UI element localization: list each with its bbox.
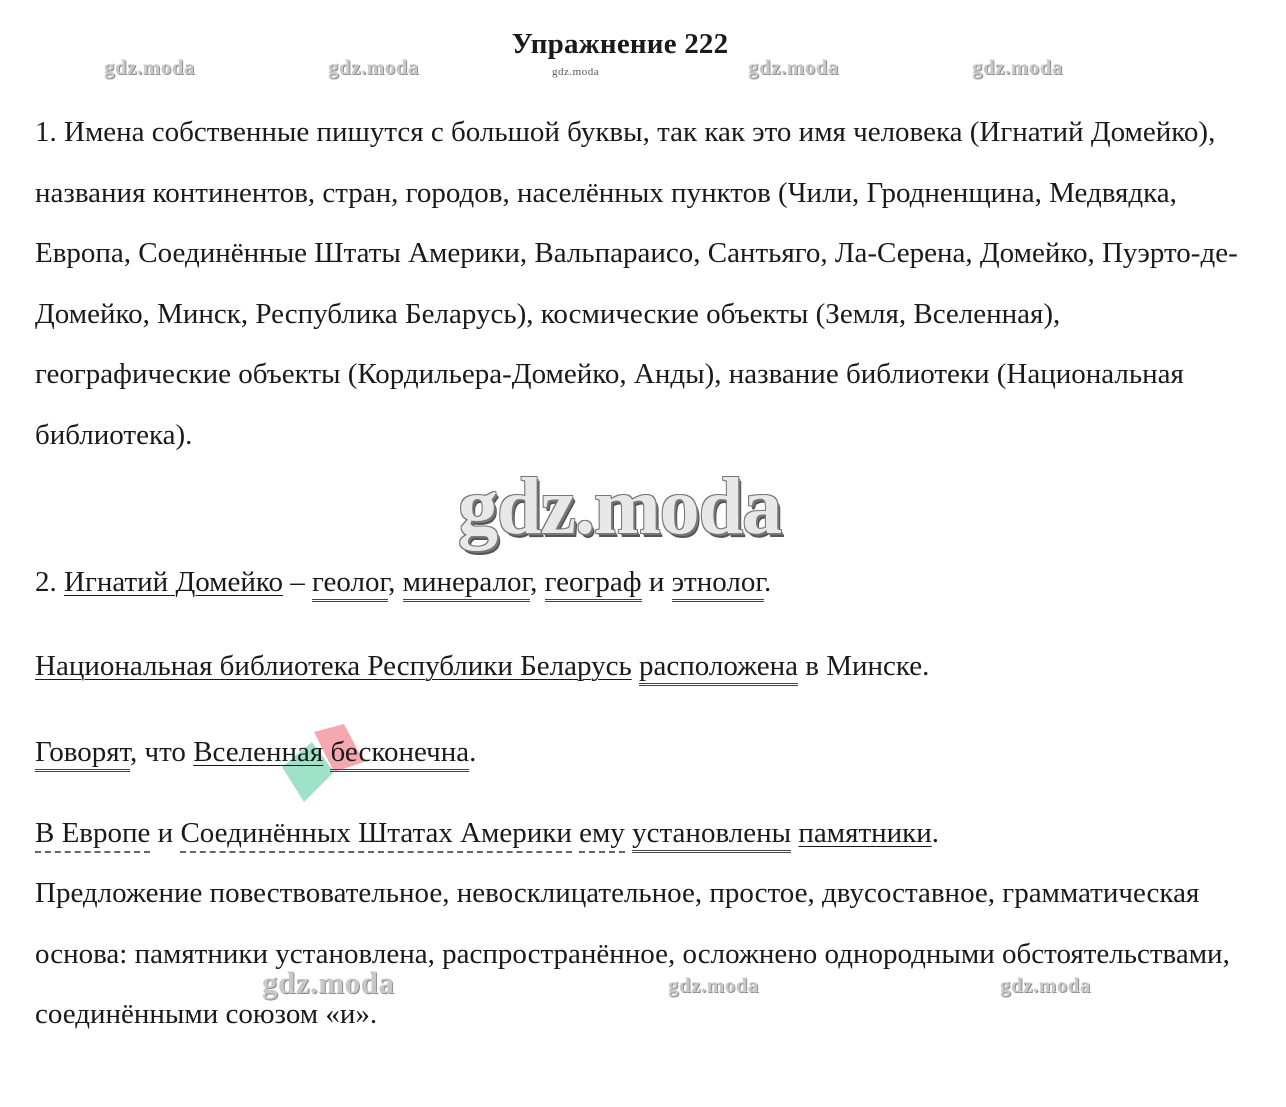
adverbial: В Европе: [35, 817, 150, 853]
sentence-library: [35, 636, 1255, 697]
text-fragment: .: [763, 566, 772, 598]
sentence-number: 2.: [35, 566, 64, 598]
object: ему: [579, 817, 625, 853]
predicate: этнолог: [672, 566, 764, 602]
watermark-large: gdz.moda: [458, 463, 782, 551]
adverbial: Соединённых Штатах Америки: [180, 817, 571, 853]
predicate: географ: [545, 566, 642, 602]
watermark: gdz.moda: [668, 973, 759, 997]
paragraph-proper-nouns: 1. Имена собственные пишутся с большой буквы, так как это имя человека (Игнатий Домейко), названия континентов, стран, городов, населённых пунктов (Чили, Гродненщина, Медвядка, Европа, Соединённые Штаты Америки, Вальпараисо, Сантьяго, Ла-Серена, Домейко, Пуэрто-де-Домейко, Минск, Республика Беларусь), космические объекты (Земля, Вселенная), географические объекты (Кордильера-Домейко, Анды), название библиотеки (Национальная библиотека).: [35, 116, 1238, 451]
text-fragment: ,: [388, 566, 403, 598]
watermark: gdz.moda: [328, 55, 419, 79]
text-fragment: [632, 650, 639, 682]
sentence-universe: [35, 722, 1255, 783]
subject: Национальная библиотека Республики Беларусь: [35, 650, 632, 682]
text-fragment: в Минске.: [798, 650, 930, 682]
text-fragment: и: [641, 566, 672, 598]
text-fragment: .: [931, 817, 940, 849]
subject: Игнатий Домейко: [64, 566, 284, 598]
watermark: gdz.moda: [1000, 973, 1091, 997]
watermark: gdz.moda: [104, 55, 195, 79]
watermark: gdz.moda: [262, 965, 395, 1000]
predicate: бесконечна: [330, 736, 469, 772]
subject: памятники: [798, 817, 932, 849]
predicate: Говорят: [35, 736, 130, 772]
predicate: установлены: [632, 817, 791, 853]
text-fragment: и: [150, 817, 181, 849]
subject: Вселенная: [193, 736, 324, 768]
predicate: минералог: [403, 566, 530, 602]
text-fragment: , что: [130, 736, 194, 768]
text-fragment: –: [283, 566, 313, 598]
watermark-small: gdz.moda: [552, 66, 600, 78]
predicate: геолог: [312, 566, 388, 602]
watermark: gdz.moda: [972, 55, 1063, 79]
predicate: расположена: [639, 650, 798, 686]
text-fragment: ,: [530, 566, 545, 598]
sentence-analysis: Предложение повествовательное, невосклицательное, простое, двусоставное, грамматическая основа: памятники установлена, распространённое, осложнено однородными обстоятельствами, соединёнными союзом «и».: [35, 877, 1230, 1030]
watermark: gdz.moda: [748, 55, 839, 79]
sentence-domeyko: [35, 552, 1255, 613]
sentence-monuments: [35, 803, 1255, 864]
text-fragment: .: [469, 736, 477, 768]
exercise-title: Упражнение 222: [511, 28, 729, 60]
